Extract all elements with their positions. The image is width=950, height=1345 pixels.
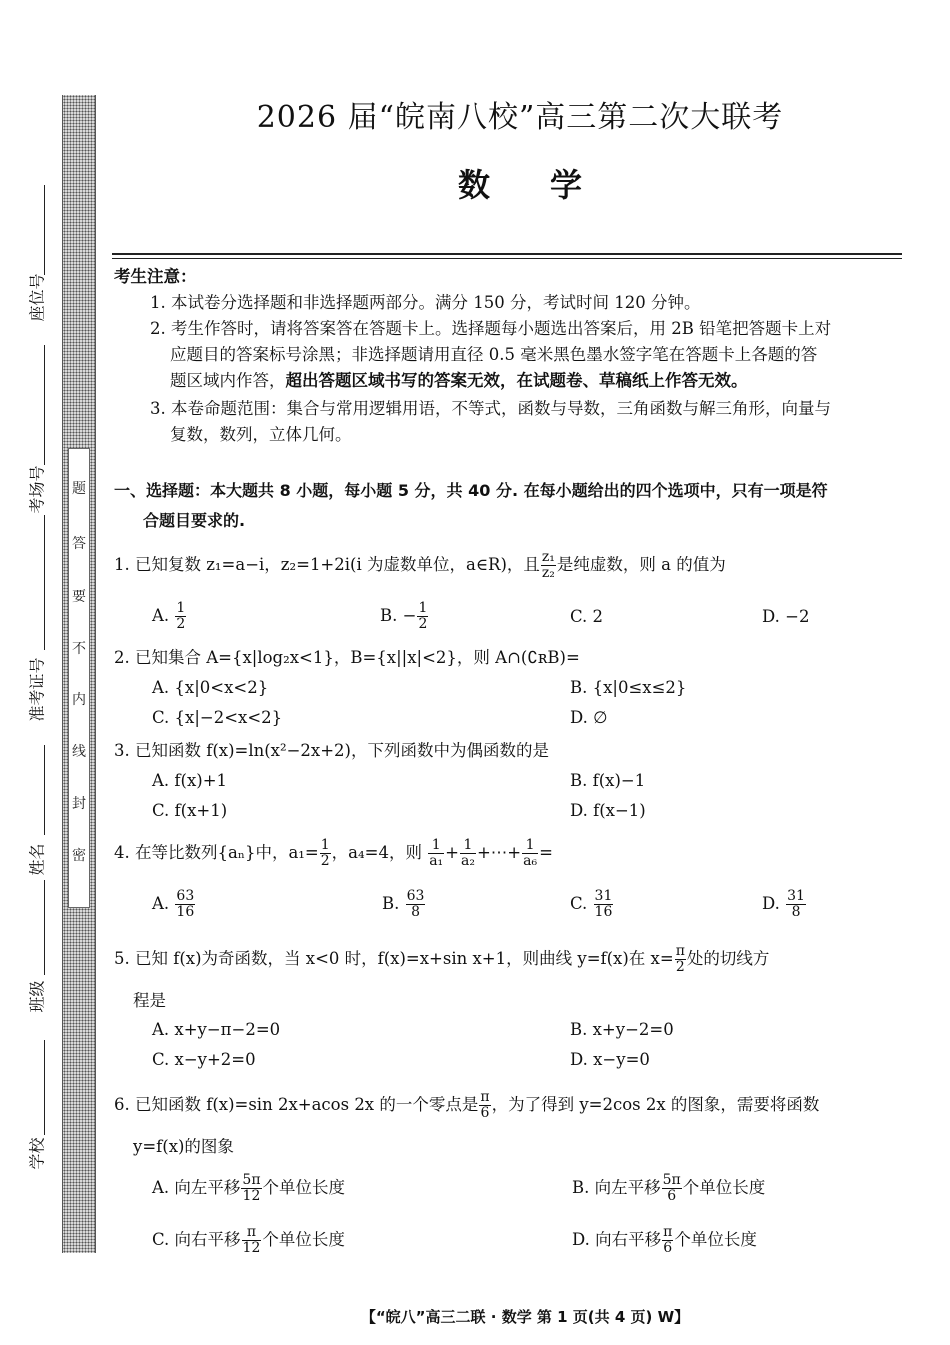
header-rule-thin xyxy=(112,258,902,259)
notice-char: 不 xyxy=(72,641,86,657)
section-heading-cont: 合题目要求的. xyxy=(143,511,246,530)
notice-item: 复数，数列，立体几何。 xyxy=(170,425,352,444)
section-heading: 一、选择题：本大题共 8 小题，每小题 5 分，共 40 分. 在每小题给出的四个选项中，只有一项是符 xyxy=(114,481,828,500)
q4-option-a[interactable]: A. $\frac{63}{16}$ xyxy=(152,888,195,920)
q3-option-c[interactable]: C. f(x+1) xyxy=(152,801,228,820)
notice-item-bold: 超出答题区域书写的答案无效，在试题卷、草稿纸上作答无效。 xyxy=(285,371,748,390)
page-footer: 【“皖八”高三二联 · 数学 第 1 页(共 4 页) W】 xyxy=(360,1308,690,1326)
question-4-stem: 4. 在等比数列{aₙ}中，a₁= $\frac{1}{2}$ ，a₄=4，则 $\frac{1}{\text{a₁}}$ + $\frac{1}{\text{a₂}}$ +⋯+ $\frac{1}{\text{a₆}}$ = xyxy=(114,837,553,869)
notice-char: 题 xyxy=(72,481,86,497)
exam-title: 2026 届“皖南八校”高三第二次大联考 xyxy=(256,100,784,135)
q4-option-d[interactable]: D. $\frac{31}{8}$ xyxy=(762,888,805,920)
q6-option-c[interactable]: C. 向右平移 $\frac{\pi}{12}$ 个单位长度 xyxy=(152,1224,345,1256)
q1-stem-part: 是纯虚数，则 a 的值为 xyxy=(556,555,726,574)
q2-option-c[interactable]: C. {x|−2<x<2} xyxy=(152,708,283,727)
q6-option-a[interactable]: A. 向左平移 $\frac{5\pi}{12}$ 个单位长度 xyxy=(152,1172,346,1204)
notice-item: 2. 考生作答时，请将答案答在答题卡上。选择题每小题选出答案后，用 2B 铅笔把答题卡上对 xyxy=(150,319,832,338)
q1-fraction: $\frac{\text{z₁}}{\text{z₂}}$ xyxy=(541,549,555,581)
q5-option-d[interactable]: D. x−y=0 xyxy=(570,1050,650,1069)
room-line xyxy=(44,345,45,465)
q5-option-b[interactable]: B. x+y−2=0 xyxy=(570,1020,674,1039)
q3-option-b[interactable]: B. f(x)−1 xyxy=(570,771,646,790)
q2-option-d[interactable]: D. ∅ xyxy=(570,708,608,727)
notice-char: 密 xyxy=(72,848,86,864)
binding-notice xyxy=(68,448,90,908)
label-name: 姓名 xyxy=(27,843,47,876)
q1-option-b[interactable]: B. − $\frac{1}{2}$ xyxy=(380,600,428,632)
notice-char: 答 xyxy=(72,536,86,552)
q4-option-b[interactable]: B. $\frac{63}{8}$ xyxy=(382,888,425,920)
question-1-stem xyxy=(114,550,726,581)
q5-option-a[interactable]: A. x+y−π−2=0 xyxy=(152,1020,281,1039)
notice-char: 封 xyxy=(72,796,86,812)
q6-option-b[interactable]: B. 向左平移 $\frac{5\pi}{6}$ 个单位长度 xyxy=(572,1172,766,1204)
notice-heading: 考生注意： xyxy=(114,267,197,286)
label-room: 考场号 xyxy=(27,465,47,514)
notice-item: 应题目的答案标号涂黑；非选择题请用直径 0.5 毫米黑色墨水签字笔在答题卡上各题的答 xyxy=(170,345,818,364)
q1-option-c[interactable]: C. 2 xyxy=(570,607,604,626)
label-ticket: 准考证号 xyxy=(27,657,47,722)
notice-item-part: 题区域内作答， xyxy=(170,371,286,390)
label-class: 班级 xyxy=(27,980,47,1013)
label-school: 学校 xyxy=(27,1137,47,1170)
q2-option-b[interactable]: B. {x|0≤x≤2} xyxy=(570,678,687,697)
q3-option-d[interactable]: D. f(x−1) xyxy=(570,801,646,820)
q3-option-a[interactable]: A. f(x)+1 xyxy=(152,771,228,790)
q6-option-d[interactable]: D. 向右平移 $\frac{\pi}{6}$ 个单位长度 xyxy=(572,1224,757,1256)
q2-option-a[interactable]: A. {x|0<x<2} xyxy=(152,678,269,697)
question-5-stem: 5. 已知 f(x)为奇函数，当 x<0 时，f(x)=x+sin x+1，则曲线 y=f(x)在 x= $\frac{\pi}{2}$ 处的切线方 xyxy=(114,943,770,975)
notice-item: 1. 本试卷分选择题和非选择题两部分。满分 150 分，考试时间 120 分钟。 xyxy=(150,293,701,312)
notice-char: 要 xyxy=(72,589,86,605)
question-6-stem-cont: y=f(x)的图象 xyxy=(133,1137,234,1156)
subject-title: 数学 xyxy=(457,166,642,204)
notice-item xyxy=(170,368,748,394)
notice-item: 3. 本卷命题范围：集合与常用逻辑用语，不等式，函数与导数，三角函数与解三角形，向量与 xyxy=(150,399,831,418)
label-seat: 座位号 xyxy=(27,273,47,322)
question-3-stem: 3. 已知函数 f(x)=ln(x²−2x+2)，下列函数中为偶函数的是 xyxy=(114,741,549,760)
q4-option-c[interactable]: C. $\frac{31}{16}$ xyxy=(570,888,613,920)
question-2-stem: 2. 已知集合 A={x|log₂x<1}，B={x||x|<2}，则 A∩(∁ʀB)= xyxy=(114,648,580,667)
notice-char: 内 xyxy=(72,692,86,708)
q1-stem-part: 1. 已知复数 z₁=a−i，z₂=1+2i(i 为虚数单位，a∈R)，且 xyxy=(114,555,540,574)
q1-option-a[interactable]: A. $\frac{1}{2}$ xyxy=(152,600,186,632)
question-6-stem: 6. 已知函数 f(x)=sin 2x+acos 2x 的一个零点是 $\frac{\pi}{6}$ ，为了得到 y=2cos 2x 的图象，需要将函数 xyxy=(114,1089,820,1121)
question-5-stem-cont: 程是 xyxy=(133,991,166,1010)
q1-option-d[interactable]: D. −2 xyxy=(762,607,810,626)
ticket-line xyxy=(44,515,45,650)
header-rule xyxy=(112,253,902,255)
notice-char: 线 xyxy=(72,744,86,760)
q5-option-c[interactable]: C. x−y+2=0 xyxy=(152,1050,256,1069)
